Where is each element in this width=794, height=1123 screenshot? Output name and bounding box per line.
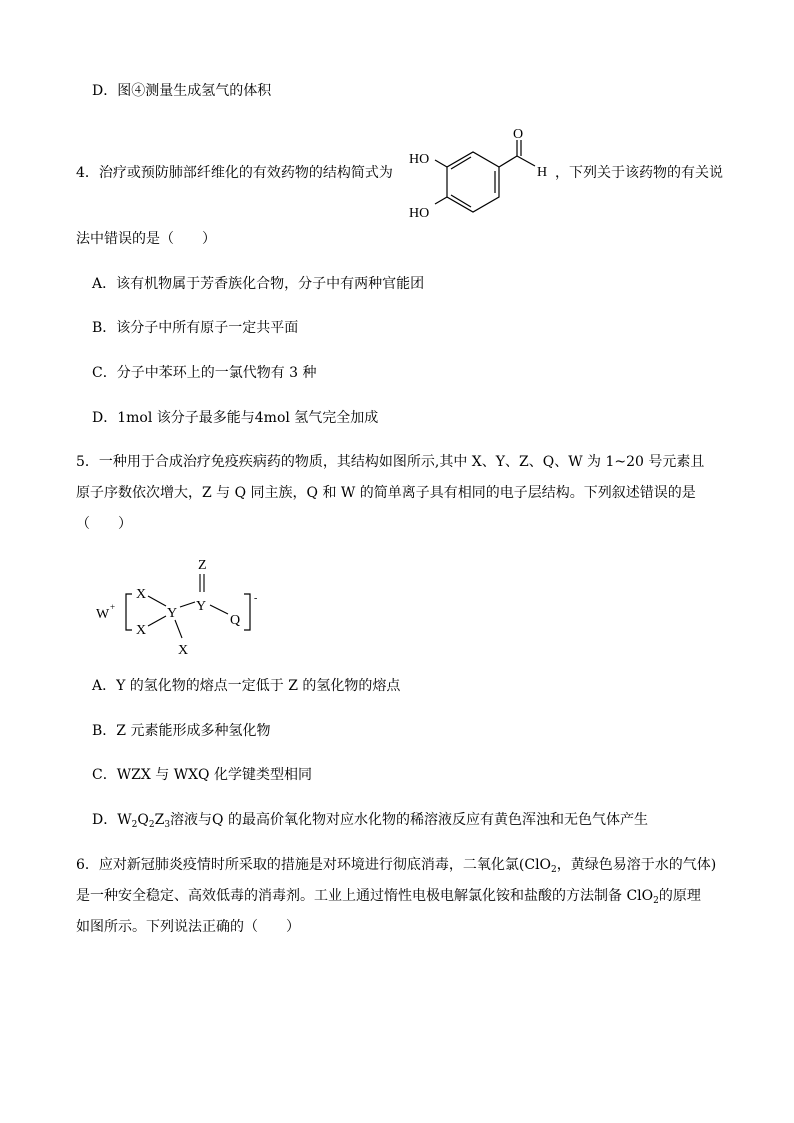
q4-option-a: A．该有机物属于芳香族化合物，分子中有两种官能团 <box>92 276 425 292</box>
q5-option-a: A．Y 的氢化物的熔点一定低于 Z 的氢化物的熔点 <box>92 678 401 694</box>
anion-charge: - <box>254 593 258 604</box>
q6-line2-text-a: 是一种安全稳定、高效低毒的消毒剂。工业上通过惰性电极电解氯化铵和盐酸的方法制备 ClO <box>76 888 654 904</box>
q6-line2 <box>76 886 701 911</box>
formula-q-subscript: 2 <box>148 820 155 830</box>
q5-option-c: C．WZX 与 WXQ 化学键类型相同 <box>92 767 312 783</box>
q4-option-b: B．该分子中所有原子一定共平面 <box>92 320 299 336</box>
w-charge: + <box>110 602 116 612</box>
carbonyl-o-label: O <box>513 127 524 142</box>
aldehyde-h-label: H <box>537 165 548 180</box>
q6-line1-text-b: ，黄绿色易溶于水的气体) <box>556 857 717 873</box>
q5-option-b: B．Z 元素能形成多种氢化物 <box>92 723 271 739</box>
q5-stem-line1: 5．一种用于合成治疗免疫疾病药的物质，其结构如图所示,其中 X、Y、Z、Q、W 为 1~20 号元素且 <box>76 454 705 470</box>
x1-label: X <box>136 587 147 602</box>
formula-w-subscript: 2 <box>131 820 138 830</box>
q4-stem-after: ，下列关于该药物的有关说 <box>555 165 723 181</box>
formula-q: Q <box>137 812 149 828</box>
q4-option-d: D．1mol 该分子最多能与4mol 氢气完全加成 <box>92 410 379 426</box>
formula-z: Z <box>154 812 165 828</box>
right-bracket <box>244 594 250 630</box>
q5-option-d <box>92 810 648 835</box>
y1-label: Y <box>167 606 178 621</box>
q4-stem-line2: 法中错误的是（ ） <box>76 231 216 247</box>
q4-structure-diagram <box>405 120 555 230</box>
q6-line2-subscript: 2 <box>653 896 659 906</box>
y2-label: Y <box>196 599 207 614</box>
formula-w: W <box>117 812 132 828</box>
q5-option-d-prefix: D． <box>92 812 118 828</box>
q5-option-d-rest: 溶液与Q 的最高价氧化物对应水化物的稀溶液反应有黄色浑浊和无色气体产生 <box>170 812 648 828</box>
left-bracket <box>126 594 132 630</box>
q5-bonds <box>148 574 228 638</box>
z-label: Z <box>198 558 207 573</box>
w-label: W <box>96 607 110 622</box>
q5-stem-line2: 原子序数依次增大，Z 与 Q 同主族，Q 和 W 的简单离子具有相同的电子层结构。下列叙述错误的是 <box>76 485 696 501</box>
q6-line1-text-a: 6．应对新冠肺炎疫情时所采取的措施是对环境进行彻底消毒，二氧化氯(ClO <box>76 857 552 873</box>
benzene-ring <box>435 140 535 212</box>
q6-line3: 如图所示。下列说法正确的（ ） <box>76 919 300 935</box>
q4-option-c: C．分子中苯环上的一氯代物有 3 种 <box>92 365 317 381</box>
q-label: Q <box>230 613 241 628</box>
ho-top-label: HO <box>409 152 430 167</box>
q5-stem-line3: （ ） <box>76 516 132 532</box>
q6-line2-text-b: 的原理 <box>658 888 701 904</box>
q6-line1-subscript: 2 <box>551 865 557 875</box>
formula-z-subscript: 3 <box>164 820 171 830</box>
ho-bottom-label: HO <box>409 206 430 221</box>
q3-option-d: D．图④测量生成氢气的体积 <box>92 83 272 99</box>
x3-label: X <box>178 643 189 658</box>
q6-line1 <box>76 855 716 880</box>
q4-stem-line1: 4．治疗或预防肺部纤维化的有效药物的结构简式为 <box>76 165 393 181</box>
q5-structure-diagram <box>92 550 282 662</box>
x2-label: X <box>136 623 147 638</box>
